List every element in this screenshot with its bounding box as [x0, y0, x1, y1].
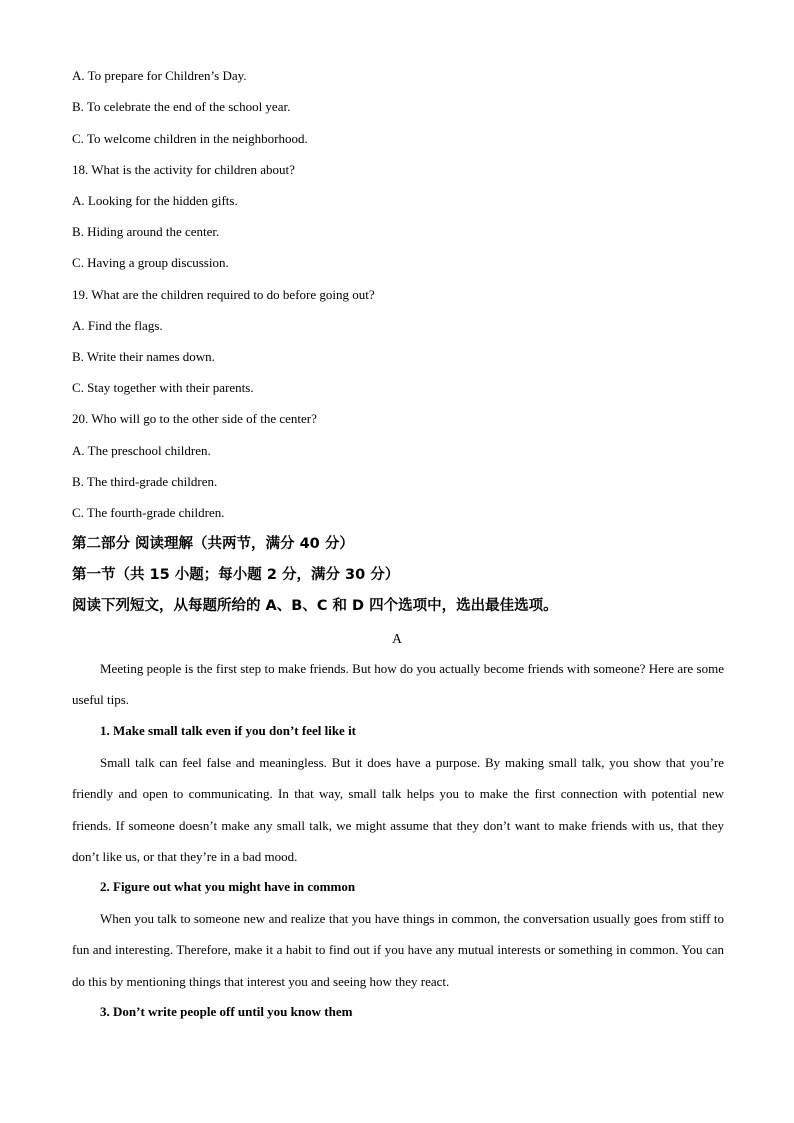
q19-option-a: A. Find the flags. — [72, 318, 163, 333]
q17-option-a: A. To prepare for Children’s Day. — [72, 68, 247, 83]
tip2-body: When you talk to someone new and realize that you have things in common, the conversation usually goes from stiff to fun and interesting. Therefore, make it a habit to find out if you have any mutual interests or something in common. You can do this by mentioning things that interest you and seeing how they react. — [72, 911, 724, 989]
section1-heading: 第一节（共 15 小题；每小题 2 分，满分 30 分） — [72, 567, 400, 583]
q17-option-b: B. To celebrate the end of the school year. — [72, 99, 291, 114]
q19-question: 19. What are the children required to do before going out? — [72, 287, 375, 302]
q18-question: 18. What is the activity for children about? — [72, 162, 295, 177]
tip3-title: 3. Don’t write people off until you know them — [100, 1004, 353, 1019]
q20-option-b: B. The third-grade children. — [72, 474, 218, 489]
q17-option-c: C. To welcome children in the neighborhood. — [72, 131, 308, 146]
q18-option-a: A. Looking for the hidden gifts. — [72, 193, 238, 208]
q20-question: 20. Who will go to the other side of the center? — [72, 411, 317, 426]
part2-heading: 第二部分 阅读理解（共两节，满分 40 分） — [72, 536, 354, 552]
passage-label: A — [392, 631, 402, 646]
reading-instruction: 阅读下列短文，从每题所给的 A、B、C 和 D 四个选项中，选出最佳选项。 — [72, 598, 558, 614]
q20-option-c: C. The fourth-grade children. — [72, 505, 225, 520]
passage-intro: Meeting people is the first step to make friends. But how do you actually become friends with someone? Here are some useful tips. — [72, 661, 724, 708]
q19-option-c: C. Stay together with their parents. — [72, 380, 254, 395]
q18-option-b: B. Hiding around the center. — [72, 224, 220, 239]
q18-option-c: C. Having a group discussion. — [72, 255, 229, 270]
q20-option-a: A. The preschool children. — [72, 443, 211, 458]
tip2-title: 2. Figure out what you might have in common — [100, 879, 356, 894]
tip1-title: 1. Make small talk even if you don’t feel like it — [100, 723, 357, 738]
tip1-body: Small talk can feel false and meaningless. But it does have a purpose. By making small talk, you show that you’re friendly and open to communicating. In that way, small talk helps you to make the first connection with potential new friends. If someone doesn’t make any small talk, we might assume that they don’t want to make friends with us, that they don’t like us, or that they’re in a bad mood. — [72, 755, 724, 864]
q19-option-b: B. Write their names down. — [72, 349, 215, 364]
